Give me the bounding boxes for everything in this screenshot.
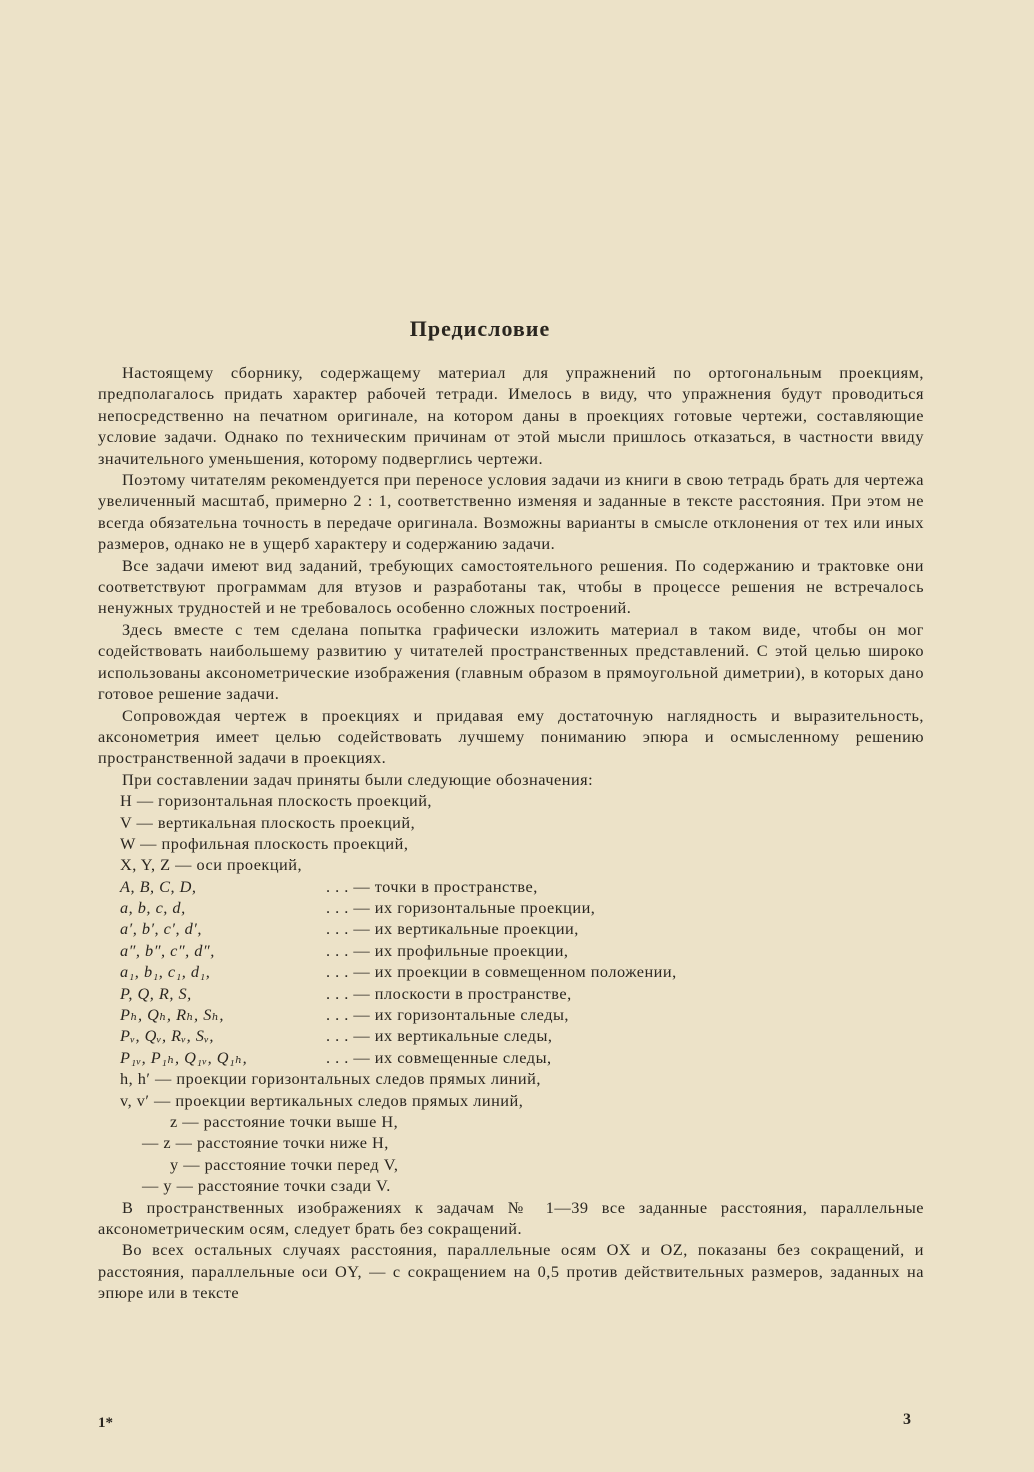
notation-symbol: A, B, C, D, <box>120 876 197 896</box>
notation-definition: . . . — их горизонтальные проекции, <box>326 898 596 918</box>
notation-row <box>120 1004 924 1025</box>
body-text <box>98 362 924 1304</box>
notation-symbol: Pᵥ, Qᵥ, Rᵥ, Sᵥ, <box>120 1026 215 1046</box>
notation-definition: . . . — их проекции в совмещенном положении, <box>326 962 677 982</box>
notation-definition: . . . — их горизонтальные следы, <box>326 1005 569 1025</box>
notation-item: H — горизонтальная плоскость проекций, <box>120 791 432 811</box>
paragraph: Все задачи имеют вид заданий, требующих самостоятельного решения. По содержанию и трактовке они соответствуют программам для втузов и разработаны так, чтобы в процессе решения не встречалось ненужных трудностей и не требовалось особенно сложных построений. <box>98 555 924 618</box>
notation-symbol: a′, b′, c′, d′, <box>120 919 202 939</box>
notation-item: v, v′ — проекции вертикальных следов прямых линий, <box>120 1090 524 1110</box>
notation-definition: . . . — их вертикальные проекции, <box>326 919 579 939</box>
page-number: 3 <box>903 1411 911 1428</box>
notation-item: — z — расстояние точки ниже H, <box>142 1133 389 1153</box>
notation-row <box>120 961 924 982</box>
notation-definition: . . . — их вертикальные следы, <box>326 1026 553 1046</box>
paragraph: При составлении задач приняты были следующие обозначения: <box>122 769 594 789</box>
notation-row <box>120 1047 924 1068</box>
notation-definition: . . . — их профильные проекции, <box>326 940 569 960</box>
notation-item: y — расстояние точки перед V, <box>170 1154 399 1174</box>
signature-mark: 1* <box>98 1415 113 1431</box>
notation-definition: . . . — плоскости в пространстве, <box>326 983 572 1003</box>
notation-item: X, Y, Z — оси проекций, <box>120 855 303 875</box>
notation-symbol: Pₕ, Qₕ, Rₕ, Sₕ, <box>120 1005 224 1025</box>
notation-item: — y — расстояние точки сзади V. <box>142 1176 391 1196</box>
notation-list <box>120 790 924 1196</box>
notation-row <box>120 940 924 961</box>
notation-row <box>120 876 924 897</box>
notation-item: z — расстояние точки выше H, <box>170 1111 399 1131</box>
notation-item: V — вертикальная плоскость проекций, <box>120 812 416 832</box>
notation-symbol: a₁, b₁, c₁, d₁, <box>120 962 211 982</box>
paragraph: Сопровождая чертеж в проекциях и придавая ему достаточную наглядность и выразительность, аксонометрия имеет целью содействовать лучшему пониманию эпюра и осмысленному решению пространственной задачи в проекциях. <box>98 705 924 768</box>
paragraph: Во всех остальных случаях расстояния, параллельные осям OX и OZ, показаны без сокращений, и расстояния, параллельные оси OY, — с сокращением на 0,5 против действительных размеров, заданных на эпюре или в тексте <box>98 1240 924 1303</box>
notation-row <box>120 918 924 939</box>
paragraph: Настоящему сборнику, содержащему материал для упражнений по ортогональным проекциям, предполагалось придать характер рабочей тетради. Имелось в виду, что упражнения будут проводиться непосредственно на печатном оригинале, на котором даны в проекциях готовые чертежи, составляющие условие задачи. Однако по техническим причинам от этой мысли пришлось отказаться, в частности ввиду значительного уменьшения, которому подверглись чертежи. <box>98 363 924 468</box>
notation-item: h, h′ — проекции горизонтальных следов прямых линий, <box>120 1069 541 1089</box>
notation-definition: . . . — точки в пространстве, <box>326 876 538 896</box>
notation-row <box>120 1025 924 1046</box>
notation-row <box>120 897 924 918</box>
page-title: Предисловие <box>409 316 551 341</box>
paragraph: В пространственных изображениях к задачам № 1—39 все заданные расстояния, параллельные аксонометрическим осям, следует брать без сокращений. <box>98 1197 924 1238</box>
notation-item: W — профильная плоскость проекций, <box>120 833 409 853</box>
notation-definition: . . . — их совмещенные следы, <box>326 1047 552 1067</box>
paragraph: Поэтому читателям рекомендуется при переносе условия задачи из книги в свою тетрадь брать для чертежа увеличенный масштаб, примерно 2 : 1, соответственно изменяя и заданные в тексте расстояния. При этом не всегда обязательна точность в передаче оригинала. Возможны варианты в смысле отклонения от тех или иных размеров, однако не в ущерб характеру и содержанию задачи. <box>98 470 924 554</box>
notation-symbol: P₁ᵥ, P₁ₕ, Q₁ᵥ, Q₁ₕ, <box>120 1047 248 1067</box>
notation-symbol: a, b, c, d, <box>120 898 186 918</box>
notation-symbol: a″, b″, c″, d″, <box>120 940 215 960</box>
paragraph: Здесь вместе с тем сделана попытка графически изложить материал в таком виде, чтобы он мог содействовать наибольшему развитию у читателей пространственных представлений. С этой целью широко использованы аксонометрические изображения (главным образом в прямоугольной диметрии), в которых дано готовое решение задачи. <box>98 619 924 704</box>
notation-symbol: P, Q, R, S, <box>120 983 192 1003</box>
notation-row <box>120 983 924 1004</box>
